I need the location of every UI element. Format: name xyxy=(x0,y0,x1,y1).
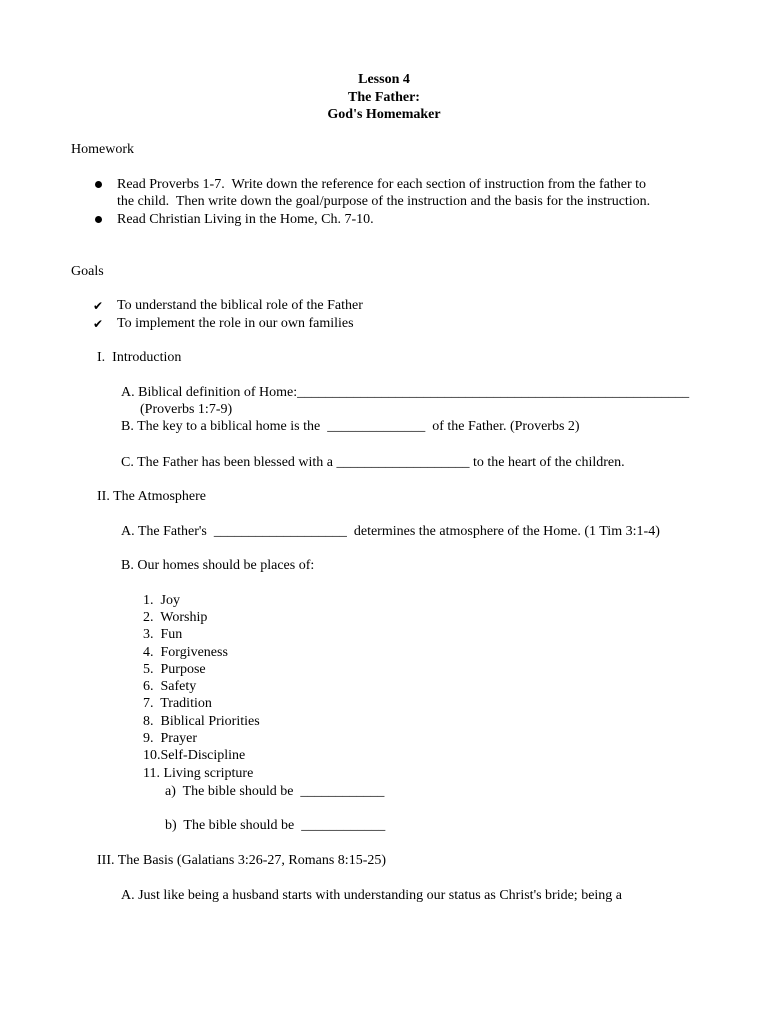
section-1-heading: I. Introduction xyxy=(97,350,182,365)
goals-heading: Goals xyxy=(71,264,104,279)
homework-item-1-line-1: Read Proverbs 1-7. Write down the reference for each section of instruction from the father to xyxy=(117,177,647,192)
lesson-number: Lesson 4 xyxy=(358,72,410,87)
section-1-item-c: C. The Father has been blessed with a ___________________ to the heart of the children. xyxy=(121,455,625,470)
list-item: 4. Forgiveness xyxy=(143,645,228,660)
list-item: 10.Self-Discipline xyxy=(143,748,246,763)
section-1-item-b: B. The key to a biblical home is the ______________ of the Father. (Proverbs 2) xyxy=(121,419,580,434)
list-item: 2. Worship xyxy=(143,610,208,625)
section-2-heading: II. The Atmosphere xyxy=(97,489,206,504)
section-2-item-b: B. Our homes should be places of: xyxy=(121,558,315,573)
homework-item-1-line-2: the child. Then write down the goal/purpose of the instruction and the basis for the instruction. xyxy=(117,194,651,209)
goal-item-1: To understand the biblical role of the Father xyxy=(117,298,363,313)
section-1-item-a-line-2: (Proverbs 1:7-9) xyxy=(140,402,233,417)
section-3-heading: III. The Basis (Galatians 3:26-27, Romans 8:15-25) xyxy=(97,853,387,868)
list-item: 5. Purpose xyxy=(143,662,206,677)
bullet-icon xyxy=(95,181,102,188)
checkmark-icon: ✔ xyxy=(93,317,104,331)
goal-item-2: To implement the role in our own families xyxy=(117,316,354,331)
section-3-item-a: A. Just like being a husband starts with understanding our status as Christ's bride; being a xyxy=(121,888,623,903)
section-1-item-a-line-1: A. Biblical definition of Home:________________________________________________________ xyxy=(121,385,690,400)
list-item: 9. Prayer xyxy=(143,731,198,746)
list-item: 11. Living scripture xyxy=(143,766,254,781)
bullet-icon xyxy=(95,216,102,223)
list-item: 1. Joy xyxy=(143,593,180,608)
list-item: 3. Fun xyxy=(143,627,183,642)
list-item: 6. Safety xyxy=(143,679,197,694)
homework-heading: Homework xyxy=(71,142,134,157)
lesson-title: The Father: xyxy=(348,90,420,105)
list-item: 7. Tradition xyxy=(143,696,212,711)
sub-item-a: a) The bible should be ____________ xyxy=(165,784,385,799)
homework-item-2: Read Christian Living in the Home, Ch. 7-10. xyxy=(117,212,374,227)
section-2-item-a: A. The Father's ___________________ determines the atmosphere of the Home. (1 Tim 3:1-4) xyxy=(121,524,660,539)
sub-item-b: b) The bible should be ____________ xyxy=(165,818,386,833)
list-item: 8. Biblical Priorities xyxy=(143,714,260,729)
lesson-subtitle: God's Homemaker xyxy=(327,107,441,122)
checkmark-icon: ✔ xyxy=(93,299,104,313)
